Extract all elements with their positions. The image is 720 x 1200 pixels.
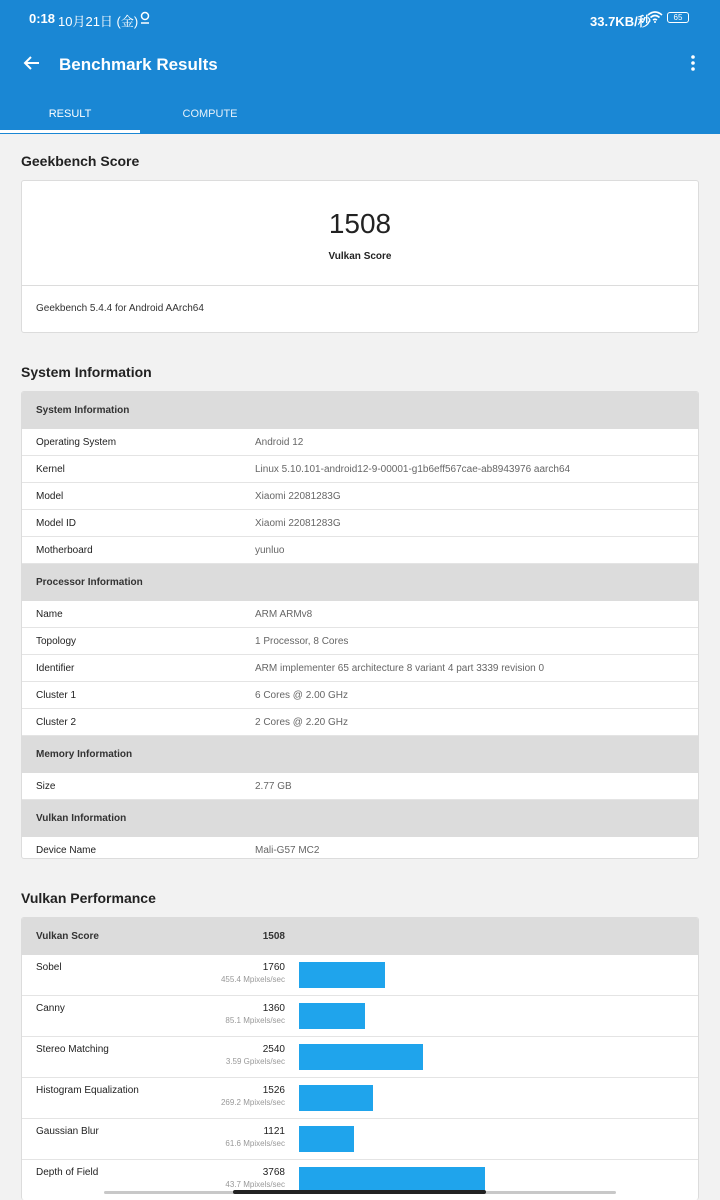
info-row-name: Name ARM ARMv8 xyxy=(22,601,698,628)
network-speed: 33.7KB/秒 xyxy=(590,14,651,29)
status-date: 10月21日 (金) xyxy=(58,14,139,29)
score-bar xyxy=(299,1003,365,1029)
test-rate: 269.2 Mpixels/sec xyxy=(220,1098,285,1107)
group-header-vulkan: Vulkan Information xyxy=(22,800,698,837)
test-name: Depth of Field xyxy=(36,1167,99,1178)
test-name: Stereo Matching xyxy=(36,1044,109,1055)
test-score: 2540 xyxy=(262,1044,285,1055)
tab-result[interactable]: RESULT xyxy=(48,108,92,120)
system-info-card xyxy=(21,391,699,859)
status-bar xyxy=(0,0,720,36)
performance-row xyxy=(22,1119,698,1160)
performance-row xyxy=(22,1037,698,1078)
more-vert-icon[interactable] xyxy=(683,54,703,78)
vulkan-performance-heading: Vulkan Performance xyxy=(21,890,156,906)
performance-row xyxy=(22,1078,698,1119)
info-row-kernel: Kernel Linux 5.10.101-android12-9-00001-g1b6eff567cae-ab8943976 aarch64 xyxy=(22,456,698,483)
group-header-system: System Information xyxy=(22,392,698,429)
test-score: 1360 xyxy=(262,1003,285,1014)
score-bar xyxy=(299,962,385,988)
score-bar xyxy=(299,1126,354,1152)
test-score: 1121 xyxy=(263,1126,285,1137)
score-bar xyxy=(299,1044,423,1070)
tab-compute[interactable]: COMPUTE xyxy=(182,108,238,120)
location-icon xyxy=(139,11,151,28)
info-row-cluster-2: Cluster 2 2 Cores @ 2.20 GHz xyxy=(22,709,698,736)
test-rate: 3.59 Gpixels/sec xyxy=(225,1057,285,1066)
performance-list xyxy=(22,955,698,1200)
test-score: 1526 xyxy=(262,1085,285,1096)
geekbench-score-heading: Geekbench Score xyxy=(21,153,140,169)
performance-card xyxy=(21,917,699,1200)
performance-row xyxy=(22,1160,698,1200)
wifi-icon xyxy=(647,11,663,26)
info-row-topology: Topology 1 Processor, 8 Cores xyxy=(22,628,698,655)
performance-header xyxy=(22,918,698,955)
test-name: Sobel xyxy=(36,962,62,973)
divider xyxy=(22,285,698,286)
info-row-cluster-1: Cluster 1 6 Cores @ 2.00 GHz xyxy=(22,682,698,709)
info-row-motherboard: Motherboard yunluo xyxy=(22,537,698,564)
info-row-size: Size 2.77 GB xyxy=(22,773,698,800)
test-rate: 455.4 Mpixels/sec xyxy=(220,975,285,984)
info-row-model-id: Model ID Xiaomi 22081283G xyxy=(22,510,698,537)
battery-icon: 65 xyxy=(667,12,689,23)
info-row-operating-system: Operating System Android 12 xyxy=(22,429,698,456)
performance-row xyxy=(22,955,698,996)
group-header-processor: Processor Information xyxy=(22,564,698,601)
score-bar xyxy=(299,1085,373,1111)
gesture-handle[interactable] xyxy=(233,1190,486,1194)
group-header-memory: Memory Information xyxy=(22,736,698,773)
test-rate: 85.1 Mpixels/sec xyxy=(225,1016,285,1025)
status-time: 0:18 xyxy=(29,11,56,26)
tab-indicator xyxy=(0,130,140,133)
geekbench-version: Geekbench 5.4.4 for Android AArch64 xyxy=(36,303,204,314)
system-information-heading: System Information xyxy=(21,364,152,380)
test-score: 1760 xyxy=(262,962,285,973)
info-row-device-name: Device Name Mali-G57 MC2 xyxy=(36,845,320,856)
app-bar xyxy=(0,36,720,134)
info-row-identifier: Identifier ARM implementer 65 architecture 8 variant 4 part 3339 revision 0 xyxy=(22,655,698,682)
back-arrow-icon[interactable] xyxy=(20,52,44,78)
vulkan-score-label: Vulkan Score xyxy=(328,251,392,262)
info-row-model: Model Xiaomi 22081283G xyxy=(22,483,698,510)
vulkan-score-value: 1508 xyxy=(328,208,392,239)
performance-header-label: Vulkan Score xyxy=(36,931,99,942)
test-name: Histogram Equalization xyxy=(36,1085,139,1096)
test-rate: 43.7 Mpixels/sec xyxy=(225,1180,285,1189)
performance-header-score: 1508 xyxy=(262,931,285,942)
test-score: 3768 xyxy=(262,1167,285,1178)
page-title: Benchmark Results xyxy=(59,55,218,74)
test-name: Canny xyxy=(36,1003,65,1014)
score-card xyxy=(21,180,699,333)
test-name: Gaussian Blur xyxy=(36,1126,99,1137)
performance-row xyxy=(22,996,698,1037)
test-rate: 61.6 Mpixels/sec xyxy=(225,1139,285,1148)
